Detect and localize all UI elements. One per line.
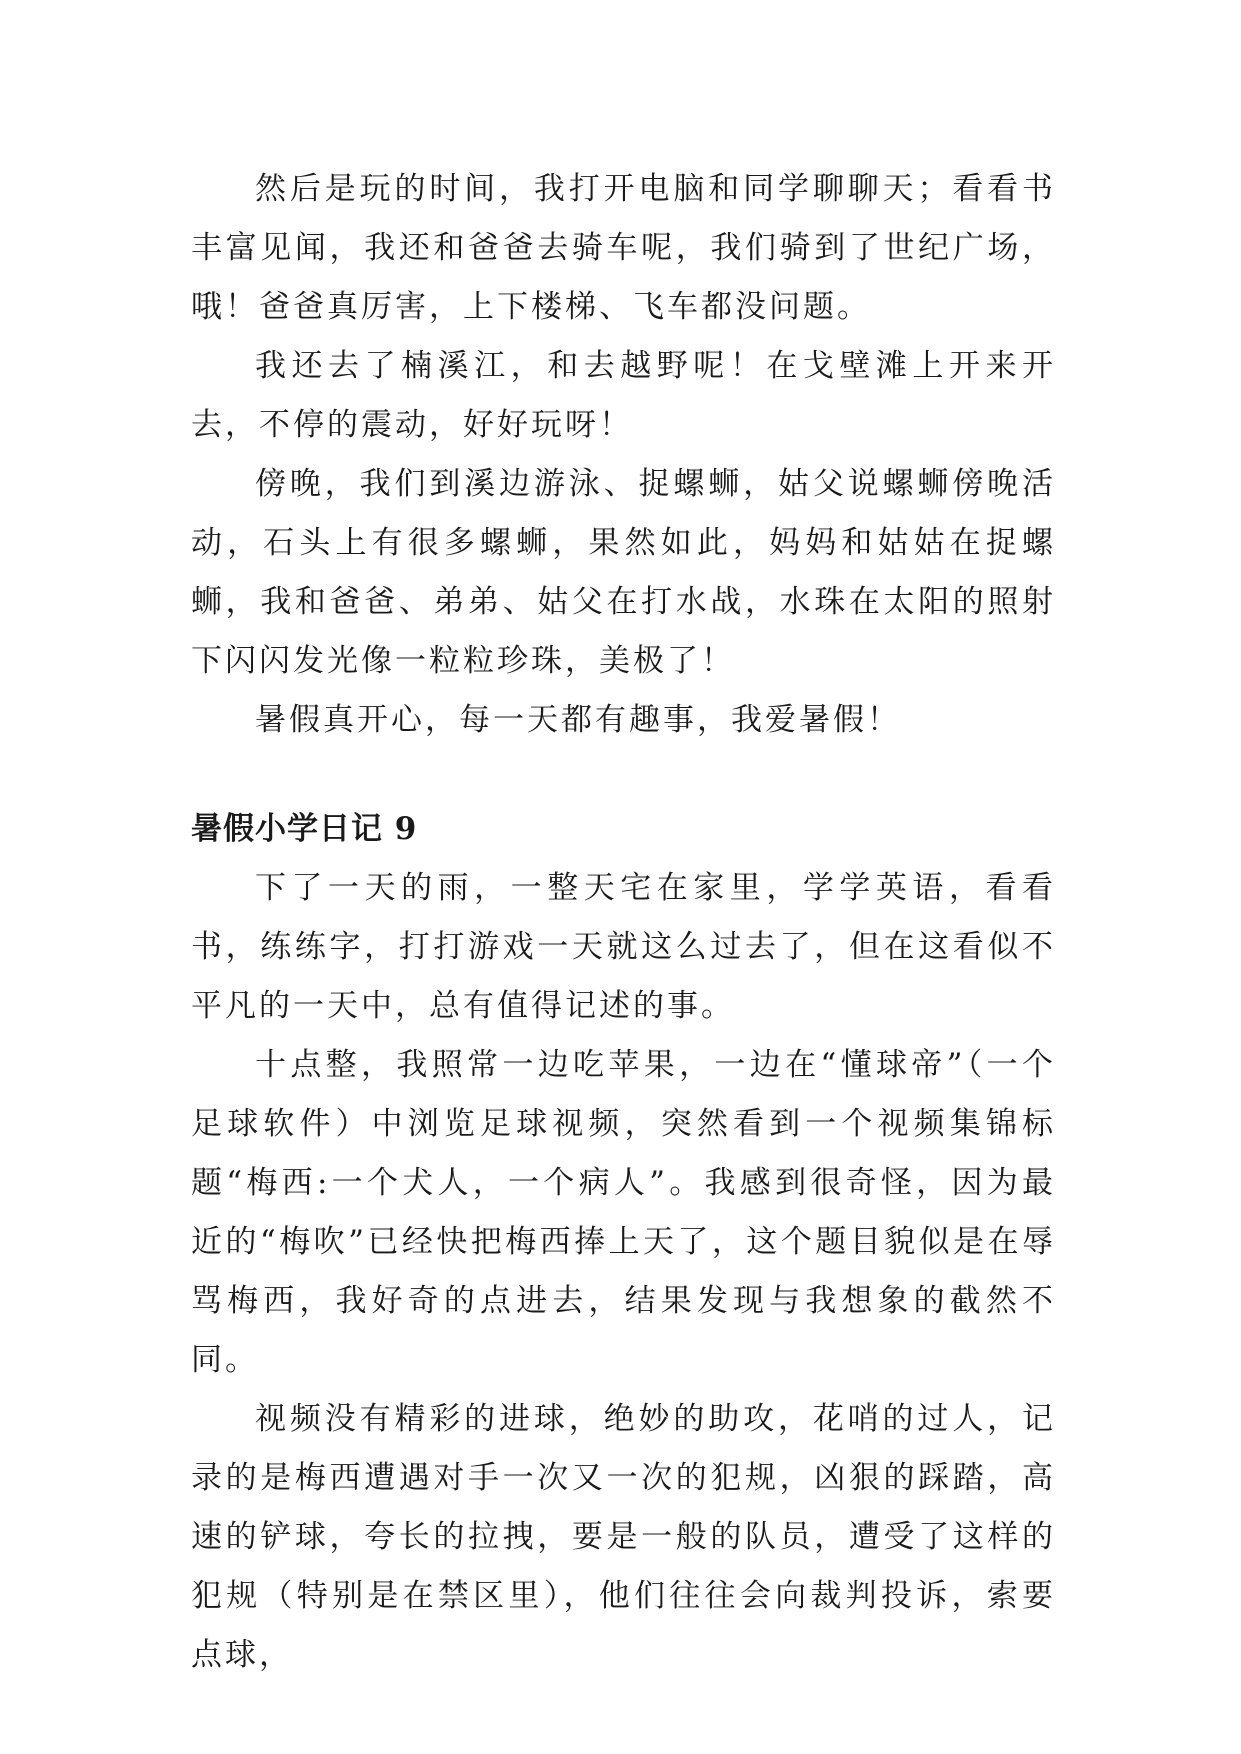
paragraph: 我还去了楠溪江，和去越野呢！在戈壁滩上开来开去，不停的震动，好好玩呀！: [191, 348, 1056, 443]
paragraph: 傍晚，我们到溪边游泳、捉螺蛳，姑父说螺蛳傍晚活动，石头上有很多螺蛳，果然如此，妈妈和姑姑在捉螺蛳，我和爸爸、弟弟、姑父在打水战，水珠在太阳的照射下闪闪发光像一粒粒珍珠，美极了！: [191, 466, 1056, 679]
paragraph: 十点整，我照常一边吃苹果，一边在“懂球帝”（一个足球软件）中浏览足球视频，突然看到一个视频集锦标题“梅西:一个犬人，一个病人”。我感到很奇怪，因为最近的“梅吹”已经快把梅西捧上天了，这个题目貌似是在辱骂梅西，我好奇的点进去，结果发现与我想象的截然不同。: [191, 1047, 1056, 1378]
section-spacer: [191, 750, 1056, 800]
section-title: 暑假小学日记 9: [191, 811, 418, 847]
paragraph: 然后是玩的时间，我打开电脑和同学聊聊天；看看书丰富见闻，我还和爸爸去骑车呢，我们骑到了世纪广场，哦！爸爸真厉害，上下楼梯、飞车都没问题。: [191, 171, 1056, 325]
paragraph: 暑假真开心，每一天都有趣事，我爱暑假！: [255, 702, 901, 738]
paragraph: 视频没有精彩的进球，绝妙的助攻，花哨的过人，记录的是梅西遭遇对手一次又一次的犯规，凶狠的踩踏，高速的铲球，夸长的拉拽，要是一般的队员，遭受了这样的犯规（特别是在禁区里），他们往往会向裁判投诉，索要点球，: [191, 1401, 1056, 1673]
paragraph: 下了一天的雨，一整天宅在家里，学学英语，看看书，练练字，打打游戏一天就这么过去了，但在这看似不平凡的一天中，总有值得记述的事。: [191, 870, 1056, 1024]
document-page: [191, 160, 1056, 1685]
